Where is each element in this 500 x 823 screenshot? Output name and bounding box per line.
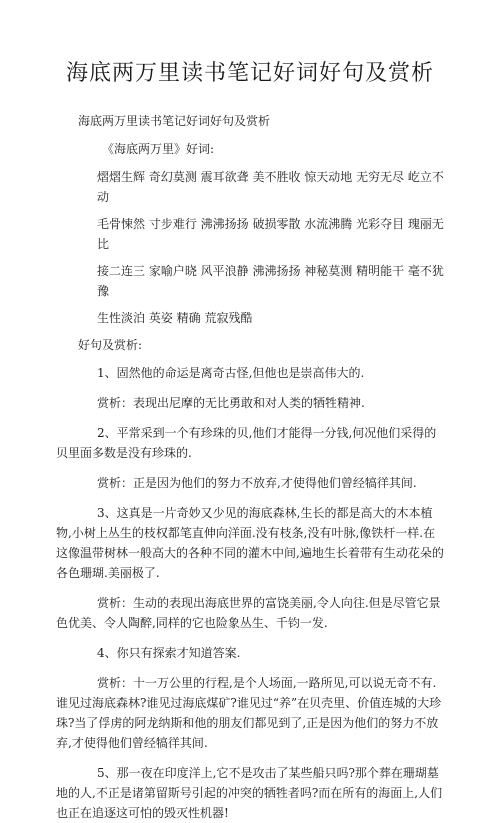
- analysis-paragraph: 赏析：十一万公里的行程,是个人场面,一路所见,可以说无奇不有.谁见过海底森林?谁见过海底煤矿?谁见过“养”在贝壳里、价值连城的大珍珠?当了俘虏的阿龙纳斯和他的朋友们都见到了,正是因为他们的努力不放弃,才使得他们曾经犒徉其间.: [56, 676, 442, 750]
- document-title: 海底两万里读书笔记好词好句及赏析: [65, 61, 434, 86]
- sentence-paragraph: 3、这真是一片奇妙又少见的海底森林,生长的都是高大的木本植物,小树上丛生的枝权都笔直伸向洋面.没有枝条,没有叶脉,像铁杆一样.在这像温带树林一般高大的各种不同的灌木中间,遍地生长着带有生动花朵的各色珊瑚.美丽极了.: [56, 506, 444, 580]
- good-words-line: 熠熠生辉 奇幻莫测 震耳欲聋 美不胜收 惊天动地 无穷无尽 屹立不动: [97, 170, 444, 204]
- sentence-paragraph: 4、你只有探索才知道答案.: [97, 646, 241, 660]
- good-words-line: 生性淡泊 英姿 精确 荒寂残酷: [97, 311, 253, 325]
- sentence-paragraph: 5、那一夜在印度洋上,它不是攻击了某些船只吗?那个葬在珊瑚墓地的人,不正是诸第留斯号引起的冲突的牺牲者吗?而在所有的海面上,人们也正在追逐这可怕的毁灭性机器!: [56, 766, 443, 820]
- document-subtitle: 海底两万里读书笔记好词好句及赏析: [78, 114, 271, 128]
- sentence-paragraph: 1、固然他的命运是离奇古怪,但他也是崇高伟大的.: [97, 366, 365, 380]
- sentence-paragraph: 2、平常采到一个有珍珠的贝,他们才能得一分钱,何况他们采得的贝里面多数是没有珍珠的.: [56, 426, 437, 460]
- words-heading: 《海底两万里》好词:: [102, 142, 215, 156]
- good-words-line: 毛骨悚然 寸步难行 沸沸扬扬 破损零散 水流沸腾 光彩夺目 瑰丽无比: [97, 217, 444, 251]
- document-body: [56, 111, 444, 823]
- analysis-paragraph: 赏析：生动的表现出海底世界的富饶美丽,令人向往.但是尽管它景色优美、令人陶醉,同样的它也险象丛生、千钧一发.: [56, 596, 441, 630]
- good-words-line: 接二连三 家喻户晓 风平浪静 沸沸扬扬 神秘莫测 精明能干 毫不犹豫: [97, 264, 444, 298]
- analysis-paragraph: 赏析：正是因为他们的努力不放弃,才使得他们曾经犒徉其间.: [97, 476, 417, 490]
- sentences-heading: 好句及赏析:: [78, 338, 143, 352]
- good-words-list: [56, 167, 444, 328]
- analysis-paragraph: 赏析：表现出尼摩的无比勇敢和对人类的牺牲精神.: [97, 396, 365, 410]
